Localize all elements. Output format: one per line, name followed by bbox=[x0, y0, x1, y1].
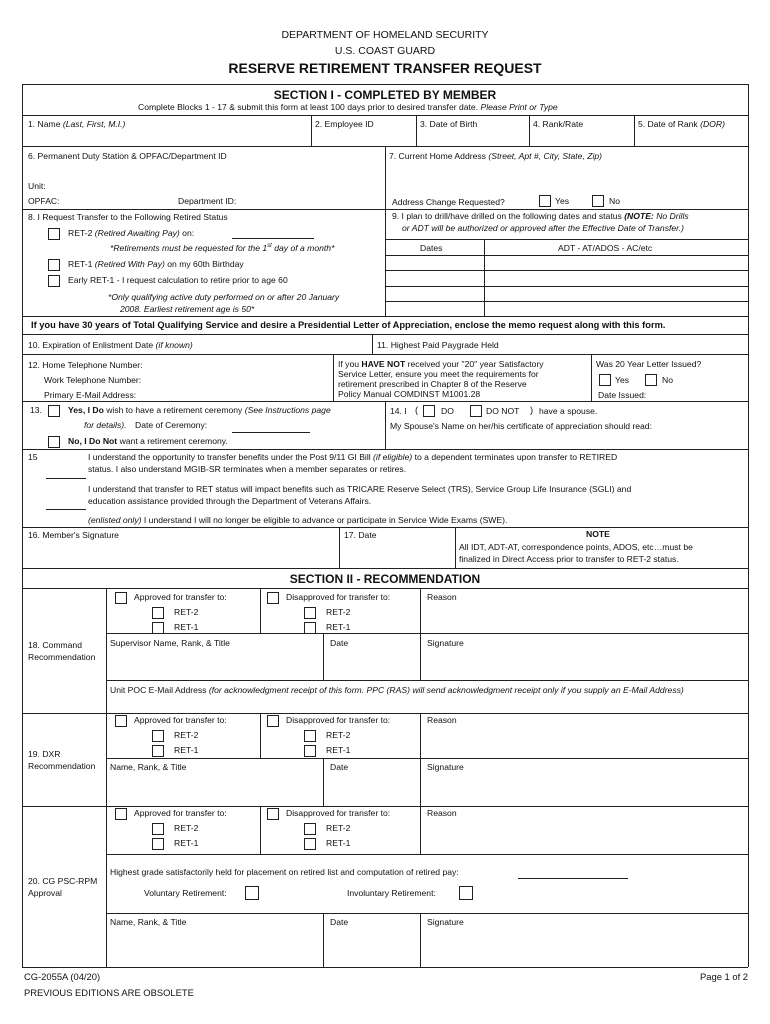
dxr-name-label: Name, Rank, & Title bbox=[110, 762, 187, 772]
psc-disapproved-label: Disapproved for transfer to: bbox=[286, 808, 391, 818]
psc-approval-label-2: Approval bbox=[28, 888, 62, 898]
opfac-label: OPFAC: bbox=[28, 196, 60, 206]
spouse-label: 14. I bbox=[390, 406, 407, 416]
spouse-do-checkbox[interactable] bbox=[423, 405, 435, 417]
ret2-note: *Retirements must be requested for the 1st day of a month* bbox=[110, 243, 335, 253]
member-signature-label: 16. Member's Signature bbox=[28, 530, 119, 540]
letter-issued-no-checkbox[interactable] bbox=[645, 374, 657, 386]
psc-disapproved-ret2-checkbox[interactable] bbox=[304, 823, 316, 835]
field-duty-station-label: 6. Permanent Duty Station & OPFAC/Department ID bbox=[28, 151, 227, 161]
dxr-date-label: Date bbox=[330, 762, 349, 772]
benefits-line1: I understand the opportunity to transfer benefits under the Post 9/11 GI Bill (if eligible) to a dependent terminates upon transfer to RETIRED bbox=[88, 452, 618, 462]
involuntary-checkbox[interactable] bbox=[459, 886, 473, 900]
psc-reason-label: Reason bbox=[427, 808, 457, 818]
dxr-approved-checkbox[interactable] bbox=[115, 715, 127, 727]
cmd-disapproved-checkbox[interactable] bbox=[267, 592, 279, 604]
cmd-approved-ret2-label: RET-2 bbox=[174, 607, 199, 617]
psc-disapproved-ret1-checkbox[interactable] bbox=[304, 838, 316, 850]
voluntary-label: Voluntary Retirement: bbox=[144, 888, 227, 898]
spouse-paren-open: ( bbox=[415, 404, 419, 415]
ret2-label: RET-2 (Retired Awaiting Pay) on: bbox=[68, 228, 195, 238]
ceremony-date-label: Date of Ceremony: bbox=[135, 420, 208, 430]
cmd-disapproved-ret2-label: RET-2 bbox=[326, 607, 351, 617]
cmd-date-label: Date bbox=[330, 638, 349, 648]
psc-approval-label-1: 20. CG PSC-RPM bbox=[28, 876, 98, 886]
ceremony-no-checkbox[interactable] bbox=[48, 436, 60, 448]
psc-approved-ret1-label: RET-1 bbox=[174, 838, 199, 848]
field-home-address-label: 7. Current Home Address (Street, Apt #, City, State, Zip) bbox=[389, 151, 603, 161]
member-date-label: 17. Date bbox=[344, 530, 377, 540]
form-title: RESERVE RETIREMENT TRANSFER REQUEST bbox=[228, 60, 542, 76]
field-benefits-number: 15 bbox=[28, 452, 38, 462]
psc-approved-ret1-checkbox[interactable] bbox=[152, 838, 164, 850]
dxr-signature-label: Signature bbox=[427, 762, 464, 772]
letter-issued-yes-label: Yes bbox=[615, 375, 630, 385]
previous-editions-note: PREVIOUS EDITIONS ARE OBSOLETE bbox=[24, 987, 194, 998]
dxr-reason-label: Reason bbox=[427, 715, 457, 725]
dxr-rec-label-1: 19. DXR bbox=[28, 749, 61, 759]
dxr-disapproved-ret2-label: RET-2 bbox=[326, 730, 351, 740]
header-agency: U.S. COAST GUARD bbox=[334, 45, 436, 57]
cmd-signature-label: Signature bbox=[427, 638, 464, 648]
cmd-approved-checkbox[interactable] bbox=[115, 592, 127, 604]
spouse-rest-label: have a spouse. bbox=[539, 406, 598, 416]
cmd-reason-label: Reason bbox=[427, 592, 457, 602]
cmd-supervisor-label: Supervisor Name, Rank, & Title bbox=[110, 638, 230, 648]
psc-approved-checkbox[interactable] bbox=[115, 808, 127, 820]
field-enlistment-date-label: 10. Expiration of Enlistment Date (if known) bbox=[28, 340, 193, 350]
department-id-label: Department ID: bbox=[178, 196, 237, 206]
letter-line1: If you HAVE NOT received your "20" year Satisfactory bbox=[338, 359, 544, 369]
section1-instructions: Complete Blocks 1 - 17 & submit this form at least 100 days prior to desired transfer date. Please Print or Type bbox=[138, 102, 558, 112]
dxr-approved-label: Approved for transfer to: bbox=[134, 715, 227, 725]
involuntary-label: Involuntary Retirement: bbox=[347, 888, 436, 898]
highest-grade-label: Highest grade satisfactorily held for placement on retired list and computation of retired pay: bbox=[110, 867, 459, 877]
field-paygrade-label: 11. Highest Paid Paygrade Held bbox=[377, 340, 499, 350]
section2-title: SECTION II - RECOMMENDATION bbox=[289, 572, 481, 586]
psc-disapproved-checkbox[interactable] bbox=[267, 808, 279, 820]
address-change-no-label: No bbox=[609, 196, 620, 206]
letter-issued-label: Was 20 Year Letter Issued? bbox=[596, 359, 702, 369]
letter-line4: Policy Manual COMDINST M1001.28 bbox=[338, 389, 481, 399]
dxr-approved-ret1-label: RET-1 bbox=[174, 745, 199, 755]
command-rec-label-1: 18. Command bbox=[28, 640, 82, 650]
drill-status-header: ADT - AT/ADOS - AC/etc bbox=[558, 243, 653, 253]
psc-signature-label: Signature bbox=[427, 917, 464, 927]
psc-approved-ret2-label: RET-2 bbox=[174, 823, 199, 833]
home-phone-label: 12. Home Telephone Number: bbox=[28, 360, 143, 370]
benefits-line5: (enlisted only) I understand I will no longer be eligible to advance or participate in Service Wide Exams (SWE). bbox=[88, 515, 508, 525]
dxr-approved-ret2-checkbox[interactable] bbox=[152, 730, 164, 742]
psc-approved-ret2-checkbox[interactable] bbox=[152, 823, 164, 835]
cmd-disapproved-ret1-label: RET-1 bbox=[326, 622, 351, 632]
ret1-label: RET-1 (Retired With Pay) on my 60th Birthday bbox=[68, 259, 244, 269]
field-ceremony-number: 13. bbox=[30, 405, 42, 415]
note-title: NOTE bbox=[586, 529, 610, 539]
letter-issued-yes-checkbox[interactable] bbox=[599, 374, 611, 386]
dxr-disapproved-ret2-checkbox[interactable] bbox=[304, 730, 316, 742]
psc-disapproved-ret2-label: RET-2 bbox=[326, 823, 351, 833]
voluntary-checkbox[interactable] bbox=[245, 886, 259, 900]
early-ret1-checkbox[interactable] bbox=[48, 275, 60, 287]
spouse-paren-close: ) bbox=[530, 404, 534, 415]
field-dob-label: 3. Date of Birth bbox=[420, 119, 478, 129]
psc-date-label: Date bbox=[330, 917, 349, 927]
presidential-letter-banner: If you have 30 years of Total Qualifying Service and desire a Presidential Letter of Appreciation, enclose the memo request along with this form. bbox=[31, 320, 666, 330]
date-issued-label: Date Issued: bbox=[598, 390, 647, 400]
ret1-checkbox[interactable] bbox=[48, 259, 60, 271]
cmd-disapproved-ret2-checkbox[interactable] bbox=[304, 607, 316, 619]
section1-title: SECTION I - COMPLETED BY MEMBER bbox=[273, 88, 497, 102]
field-employee-id-label: 2. Employee ID bbox=[315, 119, 374, 129]
work-phone-label: Work Telephone Number: bbox=[44, 375, 142, 385]
address-change-no-checkbox[interactable] bbox=[592, 195, 604, 207]
dxr-rec-label-2: Recommendation bbox=[28, 761, 96, 771]
field-retired-status-label: 8. I Request Transfer to the Following Retired Status bbox=[28, 212, 228, 222]
unit-label: Unit: bbox=[28, 181, 46, 191]
letter-issued-no-label: No bbox=[662, 375, 673, 385]
ret2-checkbox[interactable] bbox=[48, 228, 60, 240]
spouse-donot-label: DO NOT bbox=[486, 406, 520, 416]
ceremony-details: for details). bbox=[84, 420, 127, 430]
psc-name-label: Name, Rank, & Title bbox=[110, 917, 187, 927]
cmd-poc-email-label: Unit POC E-Mail Address (for acknowledgment receipt of this form. PPC (RAS) will send acknowledgment receipt only if you supply an E-Mail Address) bbox=[110, 685, 684, 695]
field-name-label: 1. Name (Last, First, M.I.) bbox=[28, 119, 126, 129]
cmd-approved-ret1-label: RET-1 bbox=[174, 622, 199, 632]
address-change-yes-checkbox[interactable] bbox=[539, 195, 551, 207]
early-note-line2: 2008. Earliest retirement age is 50* bbox=[120, 304, 255, 314]
address-change-label: Address Change Requested? bbox=[392, 197, 505, 207]
benefits-line4: education assistance provided through the Department of Veterans Affairs. bbox=[88, 496, 372, 506]
ceremony-yes-checkbox[interactable] bbox=[48, 405, 60, 417]
field-rank-label: 4. Rank/Rate bbox=[533, 119, 584, 129]
benefits-line2: status. I also understand MGIB-SR terminates when a member separates or retires. bbox=[88, 464, 407, 474]
psc-approved-label: Approved for transfer to: bbox=[134, 808, 227, 818]
benefits-line3: I understand that transfer to RET status will impact benefits such as TRICARE Reserve Select (TRS), Service Group Life Insurance (SGLI) and bbox=[88, 484, 632, 494]
letter-line3: retirement prescribed in Chapter 8 of the Reserve bbox=[338, 379, 527, 389]
form-number: CG-2055A (04/20) bbox=[24, 971, 101, 982]
cmd-disapproved-label: Disapproved for transfer to: bbox=[286, 592, 391, 602]
dxr-disapproved-ret1-label: RET-1 bbox=[326, 745, 351, 755]
early-note-line1: *Only qualifying active duty performed on or after 20 January bbox=[108, 292, 340, 302]
spouse-do-label: DO bbox=[441, 406, 454, 416]
ceremony-yes-label: Yes, I Do wish to have a retirement ceremony (See Instructions page bbox=[68, 405, 331, 415]
cmd-approved-ret2-checkbox[interactable] bbox=[152, 607, 164, 619]
note-line2: finalized in Direct Access prior to transfer to RET-2 status. bbox=[459, 554, 679, 564]
dxr-approved-ret2-label: RET-2 bbox=[174, 730, 199, 740]
spouse-donot-checkbox[interactable] bbox=[470, 405, 482, 417]
dxr-disapproved-ret1-checkbox[interactable] bbox=[304, 745, 316, 757]
command-rec-label-2: Recommendation bbox=[28, 652, 96, 662]
dxr-approved-ret1-checkbox[interactable] bbox=[152, 745, 164, 757]
ceremony-no-label: No, I Do Not want a retirement ceremony. bbox=[68, 436, 228, 446]
field-dor-label: 5. Date of Rank (DOR) bbox=[638, 119, 725, 129]
email-label: Primary E-Mail Address: bbox=[44, 390, 137, 400]
spouse-name-label: My Spouse's Name on her/his certificate of appreciation should read: bbox=[390, 421, 652, 431]
cmd-approved-label: Approved for transfer to: bbox=[134, 592, 227, 602]
note-line1: All IDT, ADT-AT, correspondence points, ADOS, etc…must be bbox=[459, 542, 693, 552]
dxr-disapproved-checkbox[interactable] bbox=[267, 715, 279, 727]
page-number: Page 1 of 2 bbox=[700, 971, 748, 982]
field-drill-dates-label: 9. I plan to drill/have drilled on the following dates and status (NOTE: No Drills bbox=[392, 211, 689, 221]
letter-line2: Service Letter, ensure you meet the requirements for bbox=[338, 369, 539, 379]
header-dept: DEPARTMENT OF HOMELAND SECURITY bbox=[281, 29, 489, 41]
early-ret1-label: Early RET-1 - I request calculation to retire prior to age 60 bbox=[68, 275, 288, 285]
dxr-disapproved-label: Disapproved for transfer to: bbox=[286, 715, 391, 725]
field-drill-dates-note: or ADT will be authorized or approved after the Effective Date of Transfer.) bbox=[402, 223, 684, 233]
address-change-yes-label: Yes bbox=[555, 196, 570, 206]
drill-dates-header: Dates bbox=[420, 243, 443, 253]
psc-disapproved-ret1-label: RET-1 bbox=[326, 838, 351, 848]
